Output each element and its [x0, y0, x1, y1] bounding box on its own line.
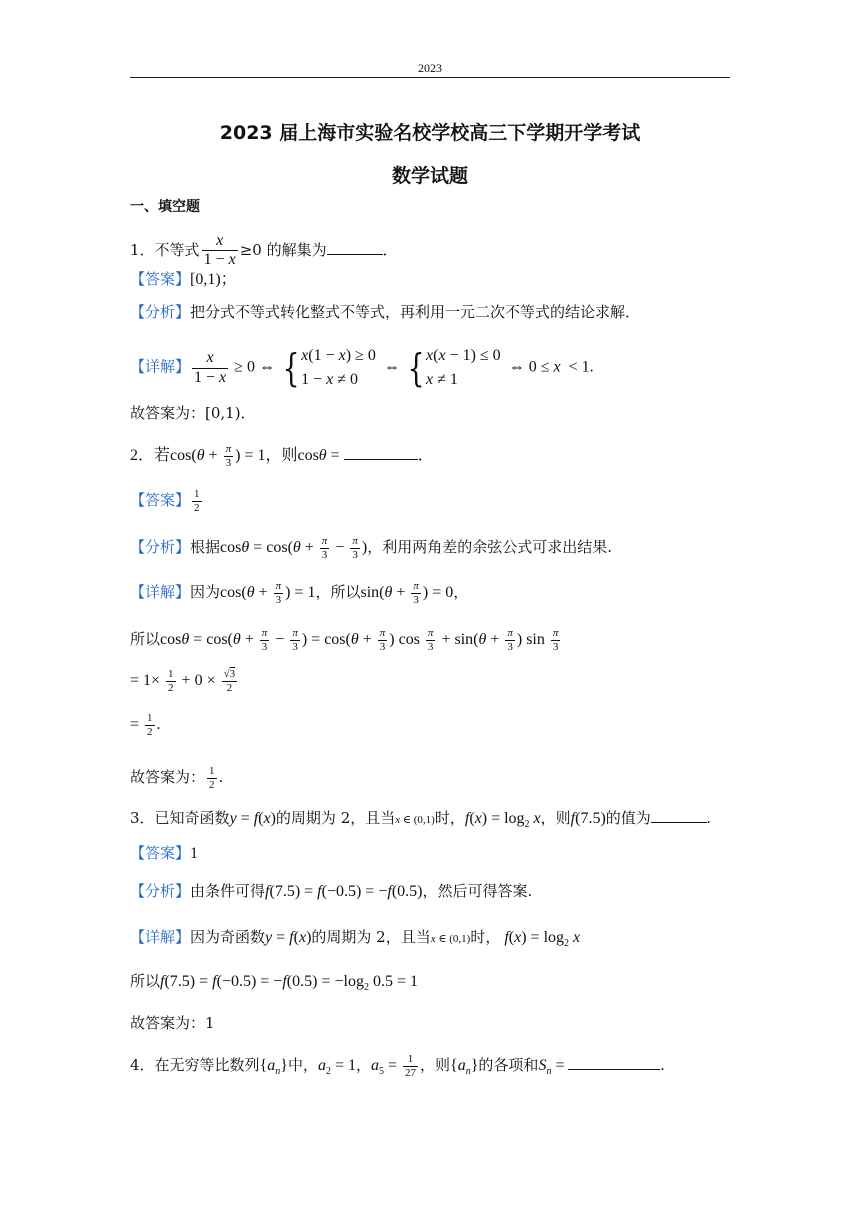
punctuation: ，	[453, 582, 469, 601]
q3-detail: 【详解】因为奇函数y = f(x)的周期为 2，且当x ∈ (0,1)时， $f(x) = \log_2 x$	[130, 928, 581, 950]
punctuation: .	[706, 810, 711, 827]
q2-answer	[130, 488, 204, 514]
question-text: ，则	[540, 809, 571, 827]
answer-text: 1	[190, 845, 199, 862]
question-text: 的值为	[605, 809, 651, 827]
header-rule	[130, 77, 730, 78]
answer-blank	[327, 241, 383, 255]
analysis-tag: 【分析】	[130, 303, 191, 321]
answer-text: [0,1)；	[190, 271, 237, 288]
answer-fraction: $\frac{1}{2}$	[209, 765, 215, 791]
analysis-text: 根据	[190, 537, 221, 556]
answer-blank	[651, 809, 707, 823]
answer-tag: 【答案】	[130, 844, 191, 862]
exam-subtitle: 数学试题	[391, 165, 468, 187]
page-header: 2023	[418, 61, 442, 75]
question-2: 2．若cos(θ + $\frac{\pi}{3}$ ) = 1，则cosθ = ．	[130, 443, 434, 469]
analysis-tag: 【分析】	[130, 882, 191, 900]
question-text: 的各项和	[478, 1055, 539, 1074]
q1-conclusion: 故答案为：[0,1)．	[130, 404, 256, 422]
question-text: ≥0 的解集为	[239, 240, 327, 259]
q1-answer	[130, 272, 237, 288]
question-text: 中，	[287, 1055, 318, 1074]
question-1	[130, 232, 398, 270]
exam-title: 2023 届上海市实验名校学校高三下学期开学考试	[219, 122, 641, 144]
q2-derivation-2: = 1× $\frac{1}{2}$ + 0 × $\frac{√3}{2}$	[130, 668, 236, 694]
question-text: 已知奇函数	[154, 809, 230, 827]
detail-text: 因为奇函数	[190, 928, 266, 946]
question-text: 不等式	[154, 240, 200, 259]
analysis-text: 把分式不等式转化整式不等式，再利用一元二次不等式的结论求解．	[190, 303, 641, 321]
question-4: 4．在无穷等比数列$\{a_n\}$中，$a_2 = 1$，$a_5$ = $\frac{1}{27}$ ，则$\{a_n\}$的各项和$S_n$ = .	[130, 1053, 665, 1079]
answer-blank	[568, 1056, 660, 1070]
question-number: 3．	[130, 809, 155, 827]
q2-conclusion: 故答案为： $\frac{1}{2}$ .	[130, 765, 224, 791]
answer-blank	[344, 446, 418, 460]
punctuation: ，	[355, 1055, 371, 1074]
answer-fraction: $\frac{1}{2}$	[194, 488, 200, 514]
q3-conclusion: 故答案为：1	[130, 1014, 215, 1032]
q1-analysis	[130, 305, 640, 320]
q2-derivation-3: = $\frac{1}{2}$ .	[130, 712, 161, 738]
detail-text: 因为	[190, 582, 221, 601]
question-text: 时，	[434, 809, 465, 827]
analysis-text: 由条件可得	[190, 882, 266, 900]
question-text: 的周期为 2，且当	[275, 809, 396, 827]
detail-text: 的周期为 2，且当	[311, 928, 431, 946]
question-text: ，则	[420, 1055, 451, 1074]
analysis-text: ，利用两角差的余弦公式可求出结果.	[367, 537, 612, 556]
question-number: 2．	[130, 446, 155, 464]
question-text: ，则	[265, 446, 298, 464]
q3-derivation: 所以$f(7.5) = f(-0.5) = -f(0.5) = -\log_2$ 0.5 = 1	[130, 972, 418, 994]
question-3: 3．已知奇函数y = f(x)的周期为 2，且当x ∈ (0,1)时，$f(x) = \log_2 x$，则f(7.5)的值为 .	[130, 809, 711, 831]
detail-text: 时，	[470, 928, 501, 946]
detail-text: 所以	[130, 972, 161, 990]
answer-tag: 【答案】	[130, 270, 191, 288]
answer-tag: 【答案】	[130, 491, 191, 510]
q2-derivation-1: 所以cosθ = cos(θ + $\frac{\pi}{3}$ − $\frac{\pi}{3}$ ) = cos(θ + $\frac{\pi}{3}$ ) cos $\frac{\pi}{3}$ + sin(θ + $\frac{\pi}{3}$ ) sin $\frac{\pi}{3}$	[130, 627, 559, 653]
analysis-text: ，然后可得答案.	[422, 882, 533, 900]
punctuation: ．	[417, 446, 434, 464]
detail-tag: 【详解】	[130, 582, 191, 601]
detail-tag: 【详解】	[130, 357, 191, 376]
analysis-tag: 【分析】	[130, 537, 191, 556]
conclusion-text: 故答案为：	[130, 768, 206, 787]
fraction: $\frac{x}{1 - x}$	[203, 232, 236, 269]
section-heading: 一、填空题	[130, 199, 200, 215]
punctuation: .	[660, 1056, 665, 1074]
q1-detail: 【详解】 $\frac{x}{1 - x}$ ≥ 0 ⇔ { x(1 − x) ≥ 0 1 − x ≠ 0 ⇔ { x(x − 1) ≤ 0 x ≠ 1 ⇔ 0 ≤ x < 1.	[130, 346, 594, 390]
question-text: 若	[154, 446, 171, 464]
detail-tag: 【详解】	[130, 928, 191, 946]
q2-analysis: 【分析】根据cosθ = cos(θ + $\frac{\pi}{3}$ − $\frac{\pi}{3}$ )，利用两角差的余弦公式可求出结果.	[130, 535, 612, 561]
punctuation: ．	[382, 240, 398, 259]
question-number: 1．	[130, 240, 155, 259]
detail-text: ，所以	[315, 582, 361, 601]
fraction: $\frac{x}{1 - x}$	[194, 349, 227, 386]
detail-text: 所以	[130, 629, 161, 648]
q2-detail: 【详解】因为cos(θ + $\frac{\pi}{3}$ ) = 1，所以sin(θ + $\frac{\pi}{3}$ ) = 0，	[130, 580, 469, 606]
q3-answer	[130, 846, 198, 862]
q3-analysis: 【分析】由条件可得f(7.5) = f(−0.5) = −f(0.5)，然后可得答案.	[130, 882, 533, 900]
question-number: 4．	[130, 1055, 155, 1074]
question-text: 在无穷等比数列	[154, 1055, 260, 1074]
